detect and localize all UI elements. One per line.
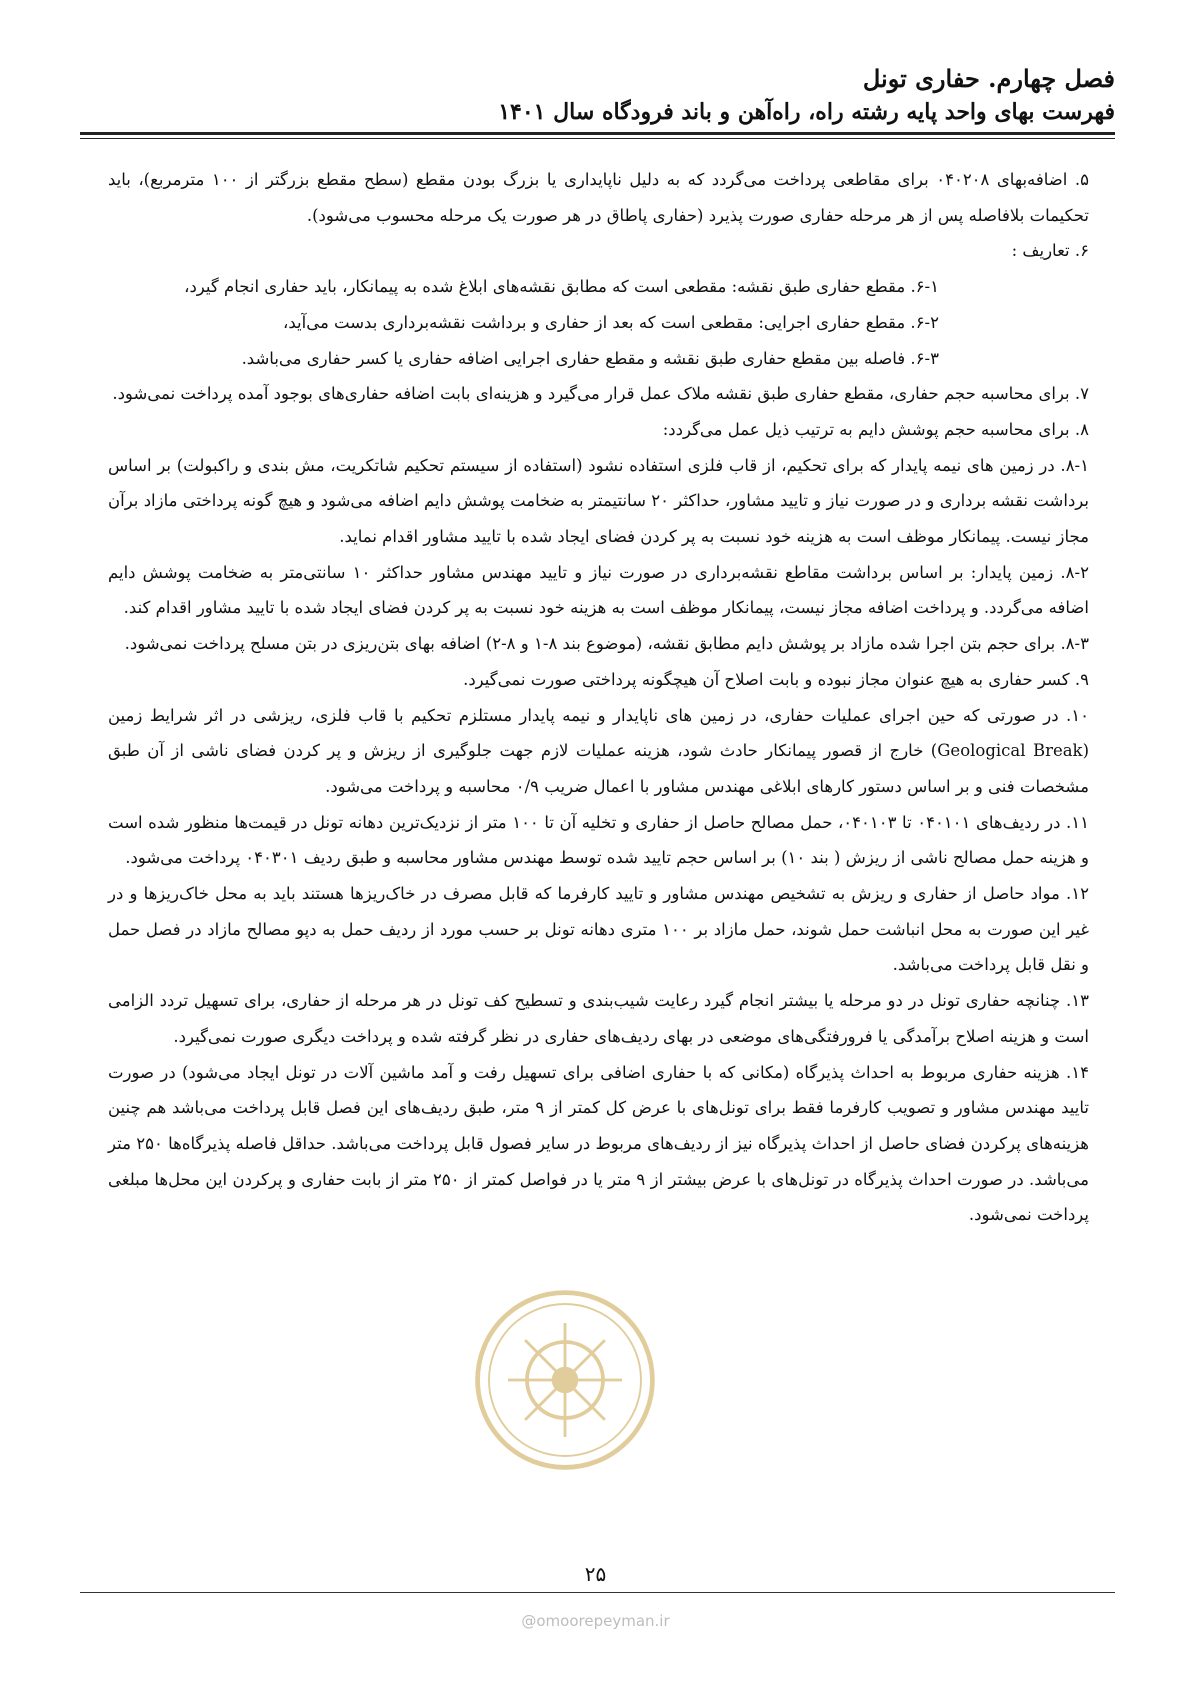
seal-logo-icon — [470, 1285, 660, 1475]
paragraph-8: ۸. برای محاسبه حجم پوشش دایم به ترتیب ذیل عمل می‌گردد: — [662, 419, 1089, 439]
paragraph-8-2: ۸-۲. زمین پایدار: بر اساس برداشت مقاطع نقشه‌برداری در صورت نیاز و تایید مهندس مشاور حداکثر ۱۰ سانتی‌متر به ضخامت پوشش دایم اضافه می‌گردد. و پرداخت اضافه مجاز نیست، پیمانکار موظف است به هزینه خود نسبت به پر کردن فضای ایجاد شده با تایید مشاور اقدام کند. — [108, 562, 1089, 618]
header-rule-thin — [80, 138, 1115, 139]
body-content — [108, 162, 1089, 1233]
paragraph-8-1: ۸-۱. در زمین های نیمه پایدار که برای تحکیم، از قاب فلزی استفاده نشود (استفاده از سیستم تحکیم شاتکریت، مش بندی و راکبولت) بر اساس برداشت نقشه برداری و در صورت نیاز و تایید مشاور، حداکثر ۲۰ سانتیمتر به ضخامت پوشش دایم اضافه می‌شود و هیچ گونه پرداختی مازاد برآن مجاز نیست. پیمانکار موظف است به هزینه خود نسبت به پر کردن فضای ایجاد شده با تایید مشاور اقدام نماید. — [108, 455, 1089, 547]
paragraph-11: ۱۱. در ردیف‌های ۰۴۰۱۰۱ تا ۰۴۰۱۰۳، حمل مصالح حاصل از حفاری و تخلیه آن تا ۱۰۰ متر از نزدیک‌ترین دهانه تونل در قیمت‌ها منظور شده است و هزینه حمل مصالح ناشی از ریزش ( بند ۱۰) بر اساس حجم تایید شده توسط مهندس مشاور محاسبه و طبق ردیف ۰۴۰۳۰۱ پرداخت می‌شود. — [108, 812, 1089, 868]
paragraph-14: ۱۴. هزینه حفاری مربوط به احداث پذیرگاه (مکانی که با حفاری اضافی برای تسهیل رفت و آمد ماشین آلات در تونل ایجاد می‌شود) در صورت تایید مهندس مشاور و تصویب کارفرما فقط برای تونل‌های با عرض کل کمتر از ۹ متر، طبق ردیف‌های این فصل قابل پرداخت می‌باشد هم چنین هزینه‌های پرکردن فضای حاصل از احداث پذیرگاه نیز از ردیف‌های مربوط در سایر فصول قابل پرداخت می‌باشد. حداقل فاصله پذیرگاه‌ها ۲۵۰ متر می‌باشد. در صورت احداث پذیرگاه در تونل‌های با عرض بیشتر از ۹ متر یا در فواصل کمتر از ۲۵۰ متر از بابت حفاری و پرکردن این محل‌ها مبلغی پرداخت نمی‌شود. — [108, 1062, 1089, 1225]
paragraph-6-1: ۶-۱. مقطع حفاری طبق نقشه: مقطعی است که مطابق نقشه‌های ابلاغ شده به پیمانکار، باید حفاری انجام گیرد، — [184, 277, 939, 297]
page-header — [80, 62, 1115, 128]
paragraph-6-3: ۶-۳. فاصله بین مقطع حفاری طبق نقشه و مقطع حفاری اجرایی اضافه حفاری یا کسر حفاری می‌باشد. — [241, 348, 939, 368]
paragraph-13: ۱۳. چنانچه حفاری تونل در دو مرحله یا بیشتر انجام گیرد رعایت شیب‌بندی و تسطیح کف تونل در هر مرحله از حفاری، برای تسهیل تردد الزامی است و هزینه اصلاح برآمدگی یا فرورفتگی‌های موضعی در بهای ردیف‌های حفاری در نظر گرفته شده و پرداخت دیگری صورت نمی‌گیرد. — [108, 991, 1089, 1046]
paragraph-12: ۱۲. مواد حاصل از حفاری و ریزش به تشخیص مهندس مشاور و تایید کارفرما که قابل مصرف در خاک‌ریزها هستند باید به محل خاک‌ریزها و در غیر این صورت به محل انباشت حمل شوند، حمل مازاد بر ۱۰۰ متری دهانه تونل بر حسب مورد از ردیف حمل به دپو مصالح مازاد در فصل حمل و نقل قابل پرداخت می‌باشد. — [108, 884, 1089, 975]
page-number: ۲۵ — [584, 1562, 607, 1586]
paragraph-6-2: ۶-۲. مقطع حفاری اجرایی: مقطعی است که بعد از حفاری و برداشت نقشه‌برداری بدست می‌آید، — [283, 312, 939, 332]
chapter-title: فصل چهارم. حفاری تونل — [862, 64, 1115, 93]
paragraph-7: ۷. برای محاسبه حجم حفاری، مقطع حفاری طبق نقشه ملاک عمل قرار می‌گیرد و هزینه‌ای بابت اضافه حفاری‌های بوجود آمده پرداخت نمی‌شود. — [112, 384, 1089, 404]
paragraph-9: ۹. کسر حفاری به هیچ عنوان مجاز نبوده و بابت اصلاح آن هیچگونه پرداختی صورت نمی‌گیرد. — [463, 669, 1089, 689]
header-rule-thick — [80, 132, 1115, 135]
paragraph-6: ۶. تعاریف : — [1011, 241, 1089, 261]
website-watermark: @omoorepeyman.ir — [521, 1612, 670, 1630]
document-subtitle: فهرست بهای واحد پایه رشته راه، راه‌آهن و باند فرودگاه سال ۱۴۰۱ — [498, 99, 1115, 125]
paragraph-10: ۱۰. در صورتی که حین اجرای عملیات حفاری، در زمین های ناپایدار و نیمه پایدار مستلزم تحکیم با قاب فلزی، ریزشی در اثر شرایط زمین (Geological Break) خارج از قصور پیمانکار حادث شود، هزینه عملیات لازم جهت جلوگیری از ریزش و پر کردن فضای ناشی از آن طبق مشخصات فنی و بر اساس دستور کارهای ابلاغی مهندس مشاور با اعمال ضریب ۰/۹ محاسبه و پرداخت می‌شود. — [108, 705, 1089, 796]
paragraph-8-3: ۸-۳. برای حجم بتن اجرا شده مازاد بر پوشش دایم مطابق نقشه، (موضوع بند ۸-۱ و ۸-۲) اضافه بهای بتن‌ریزی در بتن مسلح پرداخت نمی‌شود. — [124, 634, 1089, 654]
paragraph-5: ۵. اضافه‌بهای ۰۴۰۲۰۸ برای مقاطعی پرداخت می‌گردد که به دلیل ناپایداری یا بزرگ بودن مقطع (سطح مقطع بزرگتر از ۱۰۰ مترمربع)، باید تحکیمات بلافاصله پس از هر مرحله حفاری صورت پذیرد (حفاری پاطاق در هر صورت یک مرحله محسوب می‌شود). — [108, 170, 1089, 225]
footer-rule — [80, 1592, 1115, 1593]
